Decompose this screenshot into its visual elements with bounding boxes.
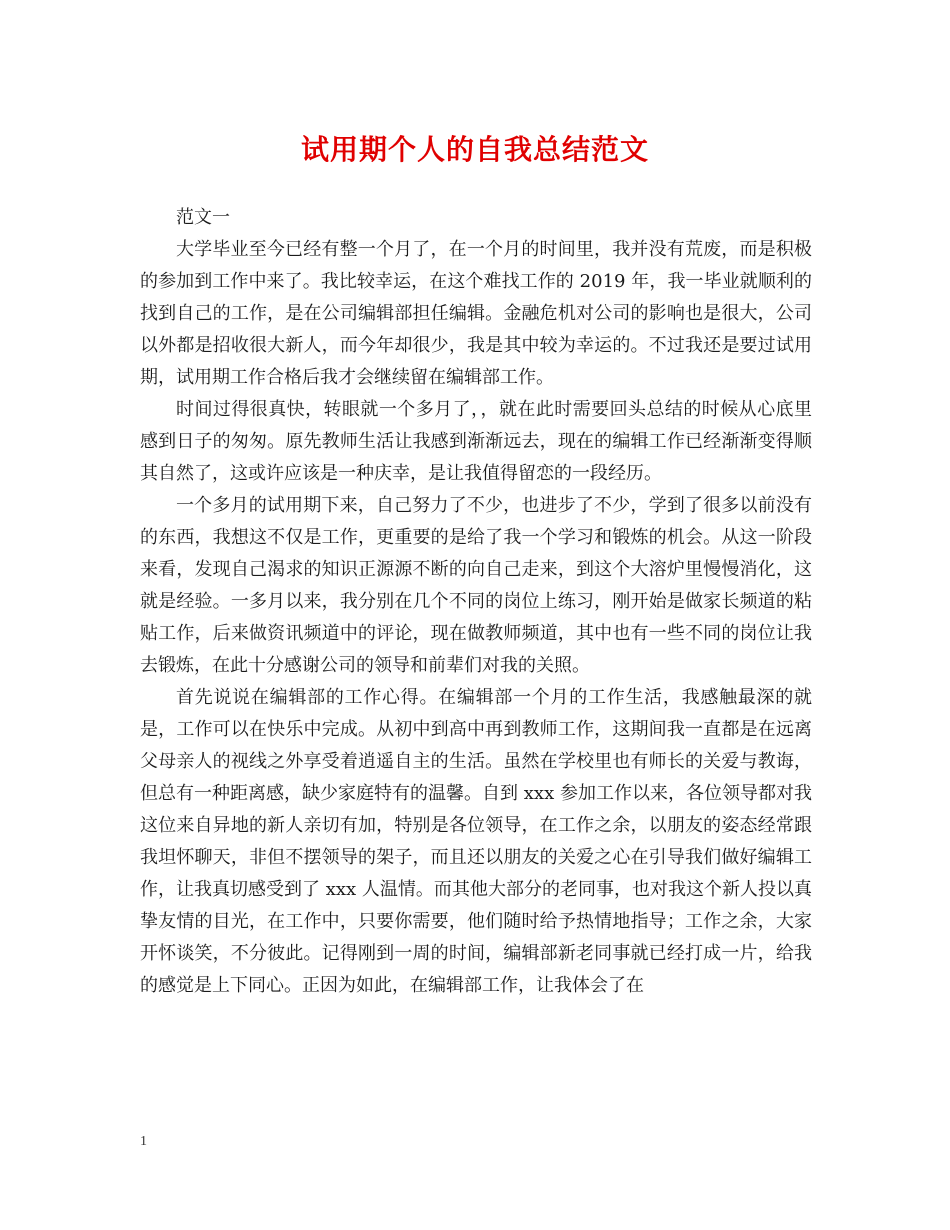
paragraph: 大学毕业至今已经有整一个月了，在一个月的时间里，我并没有荒废，而是积极的参加到工作中来了。我比较幸运，在这个难找工作的 2019 年，我一毕业就顺利的找到自己的工作，是在公司编辑部担任编辑。金融危机对公司的影响也是很大，公司以外都是招收很大新人，而今年却很少，我是其中较为幸运的。不过我还是要过试用期，试用期工作合格后我才会继续留在编辑部工作。 — [140, 239, 812, 388]
paragraph: 一个多月的试用期下来，自己努力了不少，也进步了不少，学到了很多以前没有的东西，我想这不仅是工作，更重要的是给了我一个学习和锻炼的机会。从这一阶段来看，发现自己渴求的知识正源源不断的向自己走来，到这个大溶炉里慢慢消化，这就是经验。一多月以来，我分别在几个不同的岗位上练习，刚开始是做家长频道的粘贴工作，后来做资讯频道中的评论，现在做教师频道，其中也有一些不同的岗位让我去锻炼，在此十分感谢公司的领导和前辈们对我的关照。 — [140, 495, 812, 676]
document-body — [140, 202, 812, 1002]
document-title: 试用期个人的自我总结范文 — [300, 133, 649, 166]
section-heading: 范文一 — [176, 207, 230, 228]
paragraph: 首先说说在编辑部的工作心得。在编辑部一个月的工作生活，我感触最深的就是，工作可以在快乐中完成。从初中到高中再到教师工作，这期间我一直都是在远离父母亲人的视线之外享受着逍遥自主的生活。虽然在学校里也有师长的关爱与教诲，但总有一种距离感，缺少家庭特有的温馨。自到 xxx 参加工作以来，各位领导都对我这位来自异地的新人亲切有加，特别是各位领导，在工作之余，以朋友的姿态经常跟我坦怀聊天，非但不摆领导的架子，而且还以朋友的关爱之心在引导我们做好编辑工作，让我真切感受到了 xxx 人温情。而其他大部分的老同事，也对我这个新人投以真挚友情的目光，在工作中，只要你需要，他们随时给予热情地指导；工作之余，大家开怀谈笑，不分彼此。记得刚到一周的时间，编辑部新老同事就已经打成一片，给我的感觉是上下同心。正因为如此，在编辑部工作，让我体会了在 — [140, 687, 812, 996]
page-number: 1 — [140, 1134, 147, 1149]
paragraph: 时间过得很真快，转眼就一个多月了，，就在此时需要回头总结的时候从心底里感到日子的匆匆。原先教师生活让我感到渐渐远去，现在的编辑工作已经渐渐变得顺其自然了，这或许应该是一种庆幸，是让我值得留恋的一段经历。 — [140, 399, 812, 484]
